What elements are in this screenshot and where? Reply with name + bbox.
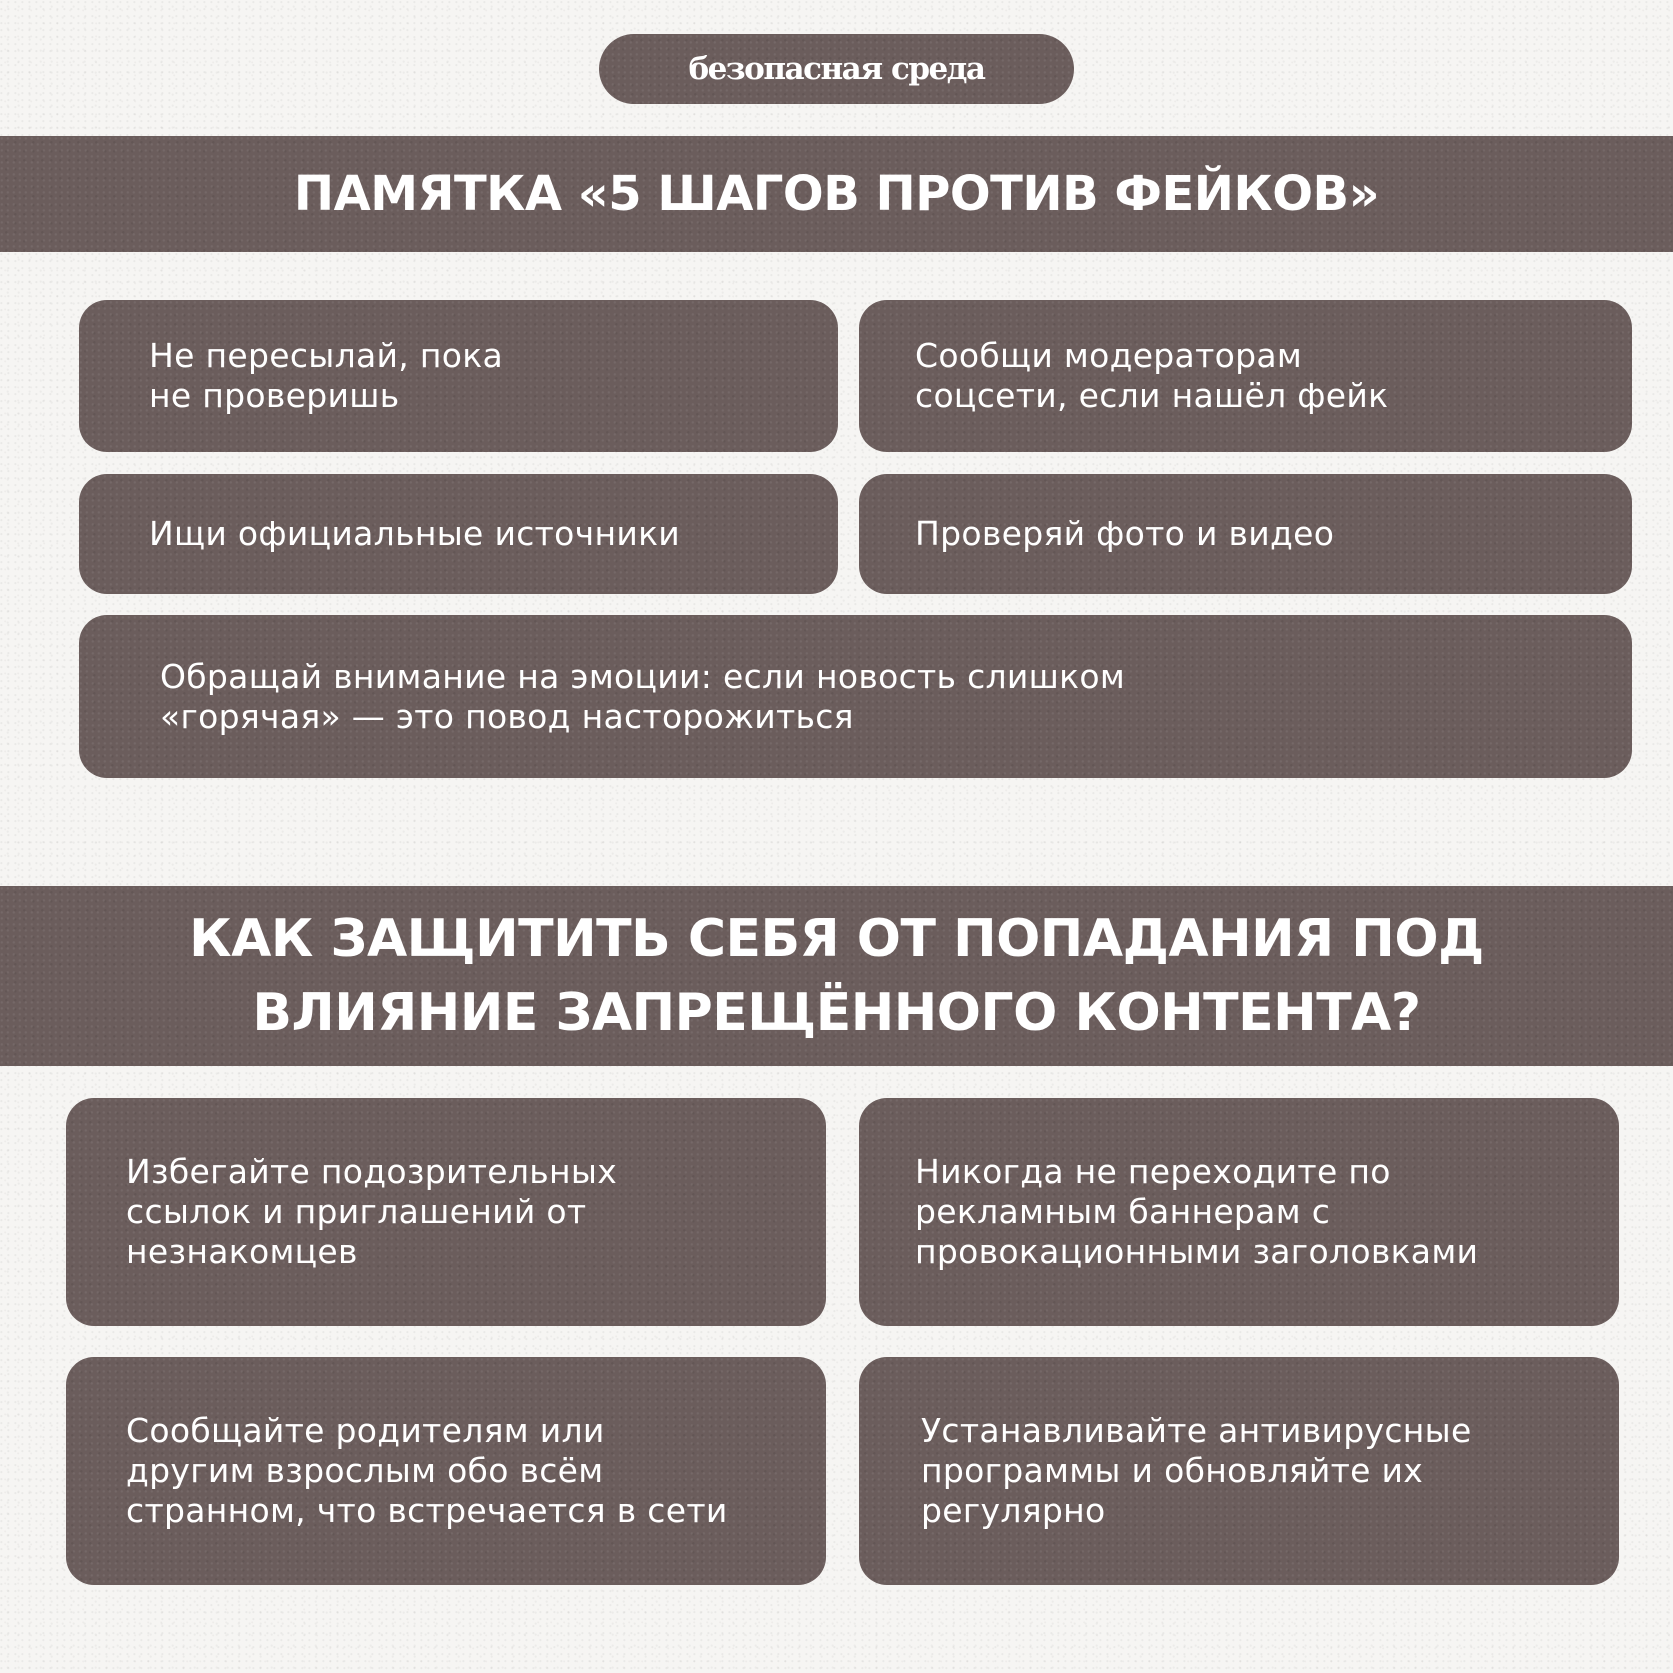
advice-text: Сообщайте родителям или другим взрослым обо всём странном, что встречается в сети (126, 1411, 728, 1530)
tip-card (79, 474, 838, 594)
section-1-title: ПАМЯТКА «5 ШАГОВ ПРОТИВ ФЕЙКОВ» (293, 166, 1380, 222)
advice-text: Устанавливайте антивирусные программы и обновляйте их регулярно (921, 1411, 1472, 1530)
tip-text: Обращай внимание на эмоции: если новость слишком «горячая» — это повод насторожиться (160, 656, 1126, 736)
section-2-title: КАК ЗАЩИТИТЬ СЕБЯ ОТ ПОПАДАНИЯ ПОД ВЛИЯНИЕ ЗАПРЕЩЁННОГО КОНТЕНТА? (189, 909, 1484, 1043)
section-1-header (0, 136, 1673, 252)
tip-text: Проверяй фото и видео (915, 514, 1335, 553)
tip-card (859, 300, 1632, 452)
tip-text: Ищи официальные источники (149, 514, 681, 553)
tip-card (79, 615, 1632, 778)
tip-text: Не пересылай, пока не проверишь (149, 336, 503, 415)
advice-text: Никогда не переходите по рекламным баннерам с провокационными заголовками (915, 1152, 1479, 1271)
advice-card (859, 1357, 1619, 1585)
advice-text: Избегайте подозрительных ссылок и приглашений от незнакомцев (126, 1152, 618, 1271)
tip-card (79, 300, 838, 452)
advice-card (66, 1098, 826, 1326)
advice-card (859, 1098, 1619, 1326)
tip-text: Сообщи модераторам соцсети, если нашёл фейк (915, 336, 1389, 415)
brand-badge (599, 34, 1074, 104)
brand-label: безопасная среда (688, 51, 985, 87)
section-2-header (0, 886, 1673, 1066)
tip-card (859, 474, 1632, 594)
advice-card (66, 1357, 826, 1585)
